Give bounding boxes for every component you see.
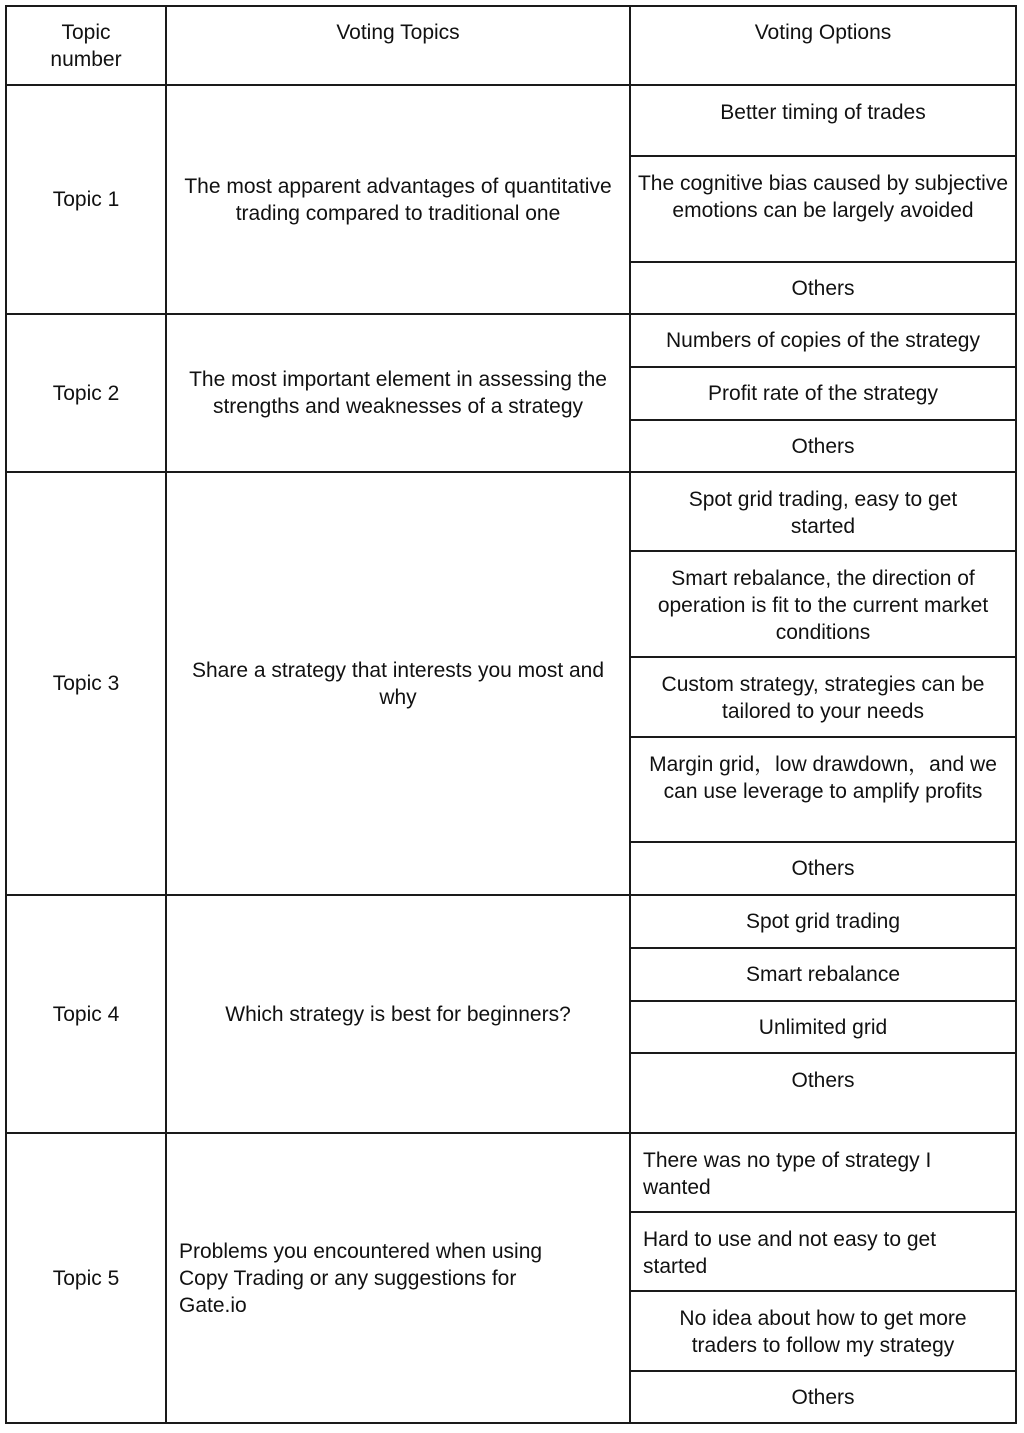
option-cell: [631, 1134, 1015, 1211]
table-border-bottom: [5, 1422, 1017, 1424]
option-cell: [631, 843, 1015, 894]
option-label: Others: [791, 434, 855, 458]
option-label: Profit rate of the strategy: [708, 382, 938, 405]
topic-question-cell: [167, 896, 629, 1132]
header-topic-number: [7, 7, 165, 84]
option-label: Custom strategy, strategies can be tailored to your needs: [661, 673, 985, 723]
topic-question-cell: [167, 1134, 629, 1422]
option-label: Better timing of trades: [720, 101, 926, 124]
option-cell: [631, 157, 1015, 261]
option-label: Others: [791, 1385, 855, 1409]
topic-number-cell: [7, 1134, 165, 1422]
option-cell: [631, 738, 1015, 841]
option-cell: [631, 315, 1015, 366]
topic-number-cell: [7, 315, 165, 471]
option-cell: [631, 368, 1015, 419]
option-label: Spot grid trading, easy to get started: [688, 488, 958, 538]
option-cell: [631, 552, 1015, 656]
option-cell: [631, 949, 1015, 1000]
topic-question: Which strategy is best for beginners?: [225, 1002, 571, 1026]
option-label: Smart rebalance, the direction of operation is fit to the current market conditions: [657, 567, 989, 644]
option-cell: [631, 421, 1015, 471]
topic-question: Share a strategy that interests you most and why: [191, 658, 605, 709]
option-label: Spot grid trading: [745, 910, 901, 933]
option-label: Others: [791, 1069, 855, 1092]
option-label: Unlimited grid: [758, 1015, 888, 1039]
option-label: There was no type of strategy I wanted: [643, 1149, 932, 1199]
topic-question: The most apparent advantages of quantitative trading compared to traditional one: [184, 174, 612, 225]
option-label: Margin grid，low drawdown，and we can use leverage to amplify profits: [649, 753, 997, 803]
option-cell: [631, 1002, 1015, 1052]
topic-number: Topic 3: [52, 672, 120, 695]
topic-number: Topic 4: [52, 1002, 120, 1026]
option-cell: [631, 1292, 1015, 1370]
option-cell: [631, 1213, 1015, 1290]
option-label: The cognitive bias caused by subjective emotions can be largely avoided: [637, 172, 1009, 222]
option-label: No idea about how to get more traders to follow my strategy: [679, 1307, 967, 1357]
topic-number-cell: [7, 86, 165, 313]
topic-question-cell: [167, 315, 629, 471]
option-cell: [631, 1372, 1015, 1422]
topic-number: Topic 5: [52, 1266, 120, 1290]
option-label: Numbers of copies of the strategy: [666, 329, 980, 352]
header-voting-topics-label: Voting Topics: [336, 21, 460, 44]
option-cell: [631, 263, 1015, 313]
topic-question-cell: [167, 473, 629, 894]
header-voting-topics: [167, 7, 629, 84]
topic-number-cell: [7, 896, 165, 1132]
topic-question: The most important element in assessing the strengths and weaknesses of a strategy: [189, 368, 607, 418]
option-label: Others: [791, 276, 855, 300]
header-voting-options: [631, 7, 1015, 84]
option-label: Smart rebalance: [745, 963, 901, 986]
option-label: Others: [791, 857, 855, 880]
topic-question-cell: [167, 86, 629, 313]
option-cell: [631, 1054, 1015, 1132]
topic-question: Problems you encountered when using Copy Trading or any suggestions for Gate.io: [179, 1239, 543, 1317]
option-cell: [631, 658, 1015, 736]
topic-number: Topic 1: [52, 188, 120, 211]
option-cell: [631, 86, 1015, 155]
option-cell: [631, 473, 1015, 550]
header-topic-number-label: Topic number: [50, 21, 122, 71]
topic-number: Topic 2: [52, 381, 120, 405]
topic-number-cell: [7, 473, 165, 894]
header-voting-options-label: Voting Options: [754, 21, 892, 44]
option-label: Hard to use and not easy to get started: [643, 1228, 937, 1278]
option-cell: [631, 896, 1015, 947]
